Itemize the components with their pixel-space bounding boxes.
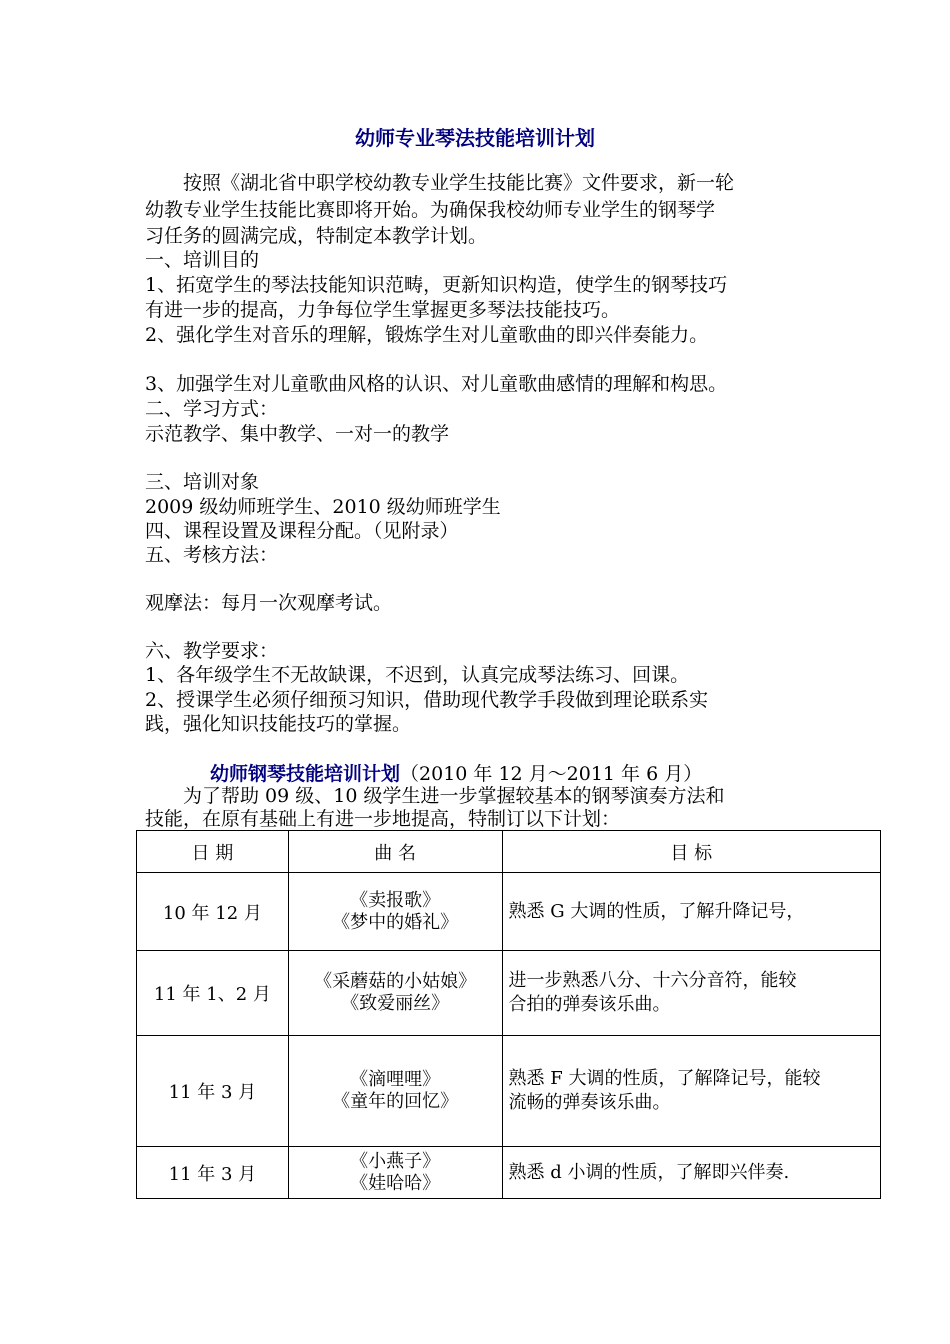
section2-intro-line-2: 技能，在原有基础上有进一步地提高，特制订以下计划：: [145, 808, 621, 830]
song-title: 《娃哈哈》: [350, 1172, 441, 1194]
table-row: [137, 1036, 881, 1147]
song-title: 《卖报歌》: [350, 889, 441, 911]
goal-line: 熟悉 G 大调的性质，了解升降记号，: [508, 900, 805, 922]
requirement-2-line-2: 践，强化知识技能技巧的掌握。: [145, 713, 412, 735]
song-title: 《采蘑菇的小姑娘》: [314, 971, 477, 992]
song-title: 《童年的回忆》: [332, 1091, 459, 1112]
purpose-3: 3、加强学生对儿童歌曲风格的认识、对儿童歌曲感情的理解和构思。: [145, 373, 728, 395]
training-target: 2009 级幼师班学生、2010 级幼师班学生: [145, 496, 501, 518]
heading-training-target: 三、培训对象: [145, 471, 260, 493]
song-title: 《滴哩哩》: [350, 1069, 441, 1090]
row-songs: [288, 1036, 502, 1147]
heading-training-purpose: 一、培训目的: [145, 249, 260, 271]
table-row: [137, 1147, 881, 1199]
heading-learning-method: 二、学习方式：: [145, 398, 279, 420]
header-song: 曲 名: [288, 831, 502, 873]
header-date: 日 期: [137, 831, 289, 873]
row-goal: [502, 951, 880, 1036]
requirement-1: 1、各年级学生不无故缺课，不迟到，认真完成琴法练习、回课。: [145, 664, 690, 686]
assessment-method: 观摩法：每月一次观摩考试。: [145, 592, 393, 614]
goal-line: 熟悉 d 小调的性质，了解即兴伴奏.: [508, 1161, 790, 1183]
heading-teaching-requirements: 六、教学要求：: [145, 640, 279, 662]
table-header-row: [137, 831, 881, 873]
row-songs: [288, 873, 502, 951]
intro-line-1: 按照《湖北省中职学校幼教专业学生技能比赛》文件要求，新一轮: [183, 172, 735, 194]
goal-line: 进一步熟悉八分、十六分音符，能较: [508, 970, 797, 991]
heading-assessment: 五、考核方法：: [145, 544, 279, 566]
learning-method: 示范教学、集中教学、一对一的教学: [145, 423, 450, 445]
row-goal: [502, 1036, 880, 1147]
purpose-1-line-1: 1、拓宽学生的琴法技能知识范畴，更新知识构造，使学生的钢琴技巧: [145, 274, 728, 296]
intro-line-2: 幼教专业学生技能比赛即将开始。为确保我校幼师专业学生的钢琴学: [145, 199, 716, 221]
purpose-1-line-2: 有进一步的提高，力争每位学生掌握更多琴法技能技巧。: [145, 299, 621, 321]
song-title: 《致爱丽丝》: [341, 993, 450, 1014]
header-goal: 目 标: [502, 831, 880, 873]
intro-line-3: 习任务的圆满完成，特制定本教学计划。: [145, 225, 488, 247]
requirement-2-line-1: 2、授课学生必须仔细预习知识，借助现代教学手段做到理论联系实: [145, 689, 709, 711]
row-date: 11 年 3 月: [137, 1147, 289, 1199]
document-title: 幼师专业琴法技能培训计划: [355, 126, 595, 150]
row-date: 11 年 3 月: [137, 1036, 289, 1147]
song-title: 《梦中的婚礼》: [332, 911, 459, 933]
heading-course-setup: 四、课程设置及课程分配。（见附录）: [145, 520, 459, 542]
row-songs: [288, 951, 502, 1036]
section2-intro-line-1: 为了帮助 09 级、10 级学生进一步掌握较基本的钢琴演奏方法和: [183, 785, 725, 807]
goal-line: 流畅的弹奏该乐曲。: [508, 1092, 671, 1113]
row-date: 11 年 1、2 月: [137, 951, 289, 1036]
training-plan-table: [136, 830, 881, 1199]
goal-line: 合拍的弹奏该乐曲。: [508, 994, 671, 1015]
song-title: 《小燕子》: [350, 1150, 441, 1172]
row-goal: [502, 873, 880, 951]
section2-title: 幼师钢琴技能培训计划: [210, 763, 401, 785]
table-row: [137, 951, 881, 1036]
row-goal: [502, 1147, 880, 1199]
goal-line: 熟悉 F 大调的性质，了解降记号，能较: [508, 1068, 821, 1089]
row-songs: [288, 1147, 502, 1199]
table-row: [137, 873, 881, 951]
section2-heading: [210, 759, 702, 786]
row-date: 10 年 12 月: [137, 873, 289, 951]
section2-period: （2010 年 12 月～2011 年 6 月）: [400, 763, 703, 785]
purpose-2: 2、强化学生对音乐的理解，锻炼学生对儿童歌曲的即兴伴奏能力。: [145, 324, 709, 346]
